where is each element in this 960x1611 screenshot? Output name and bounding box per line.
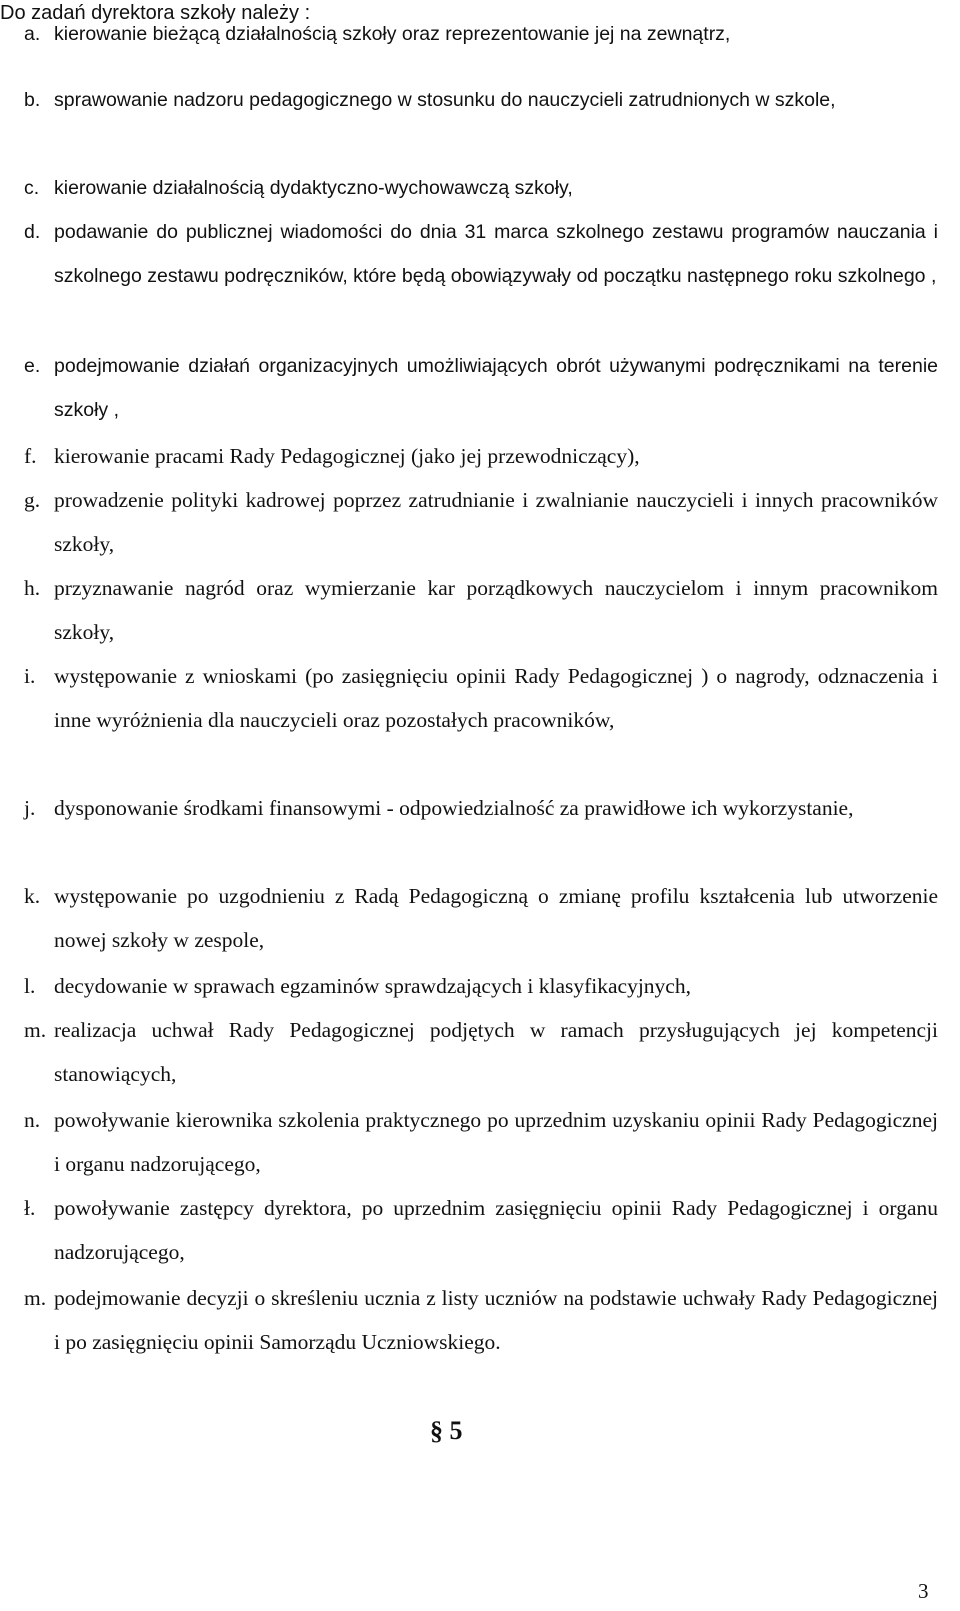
item-text: dysponowanie środkami finansowymi - odpowiedzialność za prawidłowe ich wykorzystanie, — [54, 796, 854, 820]
list-item-n — [24, 1098, 938, 1186]
item-text: podejmowanie działań organizacyjnych umożliwiających obrót używanymi podręcznikami na terenie szkoły , — [54, 355, 938, 421]
item-marker: h. — [24, 576, 41, 600]
list-item-i — [24, 654, 938, 742]
item-marker: d. — [24, 221, 41, 243]
list-item-j — [24, 786, 938, 830]
item-text: przyznawanie nagród oraz wymierzanie kar porządkowych nauczycielom i innym pracownikom szkoły, — [54, 576, 938, 644]
item-text: kierowanie działalnością dydaktyczno-wychowawczą szkoły, — [54, 177, 573, 199]
item-marker: n. — [24, 1108, 41, 1132]
list-item-k — [24, 874, 938, 962]
item-marker: g. — [24, 488, 41, 512]
item-marker: c. — [24, 177, 40, 199]
item-text: powoływanie kierownika szkolenia praktycznego po uprzednim uzyskaniu opinii Rady Pedagogicznej i organu nadzorującego, — [54, 1108, 938, 1176]
page-number: 3 — [918, 1579, 929, 1603]
item-text: kierowanie pracami Rady Pedagogicznej (jako jej przewodniczący), — [54, 444, 640, 468]
item-text: sprawowanie nadzoru pedagogicznego w stosunku do nauczycieli zatrudnionych w szkole, — [54, 89, 836, 111]
item-text: decydowanie w sprawach egzaminów sprawdzających i klasyfikacyjnych, — [54, 974, 691, 998]
list-item-l — [24, 964, 938, 1008]
list-item-m — [24, 1008, 938, 1096]
list-item-f — [24, 434, 938, 478]
section-heading: § 5 — [430, 1416, 463, 1445]
item-text: realizacja uchwał Rady Pedagogicznej podjętych w ramach przysługujących jej kompetencji stanowiących, — [54, 1018, 938, 1086]
item-marker: b. — [24, 89, 41, 111]
list-item-e — [24, 344, 938, 432]
item-text: prowadzenie polityki kadrowej poprzez zatrudnianie i zwalnianie nauczycieli i innych pracowników szkoły, — [54, 488, 938, 556]
item-marker: e. — [24, 355, 41, 377]
list-item-g — [24, 478, 938, 566]
list-item-h — [24, 566, 938, 654]
item-marker: ł. — [24, 1196, 36, 1220]
item-text: występowanie po uzgodnieniu z Radą Pedagogiczną o zmianę profilu kształcenia lub utworzenie nowej szkoły w zespole, — [54, 884, 938, 952]
item-text: występowanie z wnioskami (po zasięgnięciu opinii Rady Pedagogicznej ) o nagrody, odznaczenia i inne wyróżnienia dla nauczycieli oraz pozostałych pracowników, — [54, 664, 938, 732]
item-marker: m. — [24, 1286, 47, 1310]
item-text: kierowanie bieżącą działalnością szkoły oraz reprezentowanie jej na zewnątrz, — [54, 23, 731, 45]
list-item-l-stroke — [24, 1186, 938, 1274]
list-item-c — [24, 166, 938, 210]
list-item-b — [24, 78, 938, 122]
item-text: powoływanie zastępcy dyrektora, po uprzednim zasięgnięciu opinii Rady Pedagogicznej i organu nadzorującego, — [54, 1196, 938, 1264]
intro-line: Do zadań dyrektora szkoły należy : — [0, 2, 311, 24]
item-marker: a. — [24, 23, 41, 45]
item-text: podejmowanie decyzji o skreśleniu ucznia z listy uczniów na podstawie uchwały Rady Pedagogicznej i po zasięgnięciu opinii Samorządu Uczniowskiego. — [54, 1286, 938, 1354]
list-item-a — [24, 12, 938, 56]
item-marker: j. — [24, 796, 36, 820]
item-marker: f. — [24, 444, 37, 468]
list-item-m-second — [24, 1276, 938, 1364]
item-marker: m. — [24, 1018, 47, 1042]
item-marker: l. — [24, 974, 36, 998]
item-text: podawanie do publicznej wiadomości do dnia 31 marca szkolnego zestawu programów nauczania i szkolnego zestawu podręczników, które będą obowiązywały od początku następnego roku szkolnego , — [54, 221, 938, 287]
list-item-d — [24, 210, 938, 298]
item-marker: k. — [24, 884, 41, 908]
item-marker: i. — [24, 664, 36, 688]
